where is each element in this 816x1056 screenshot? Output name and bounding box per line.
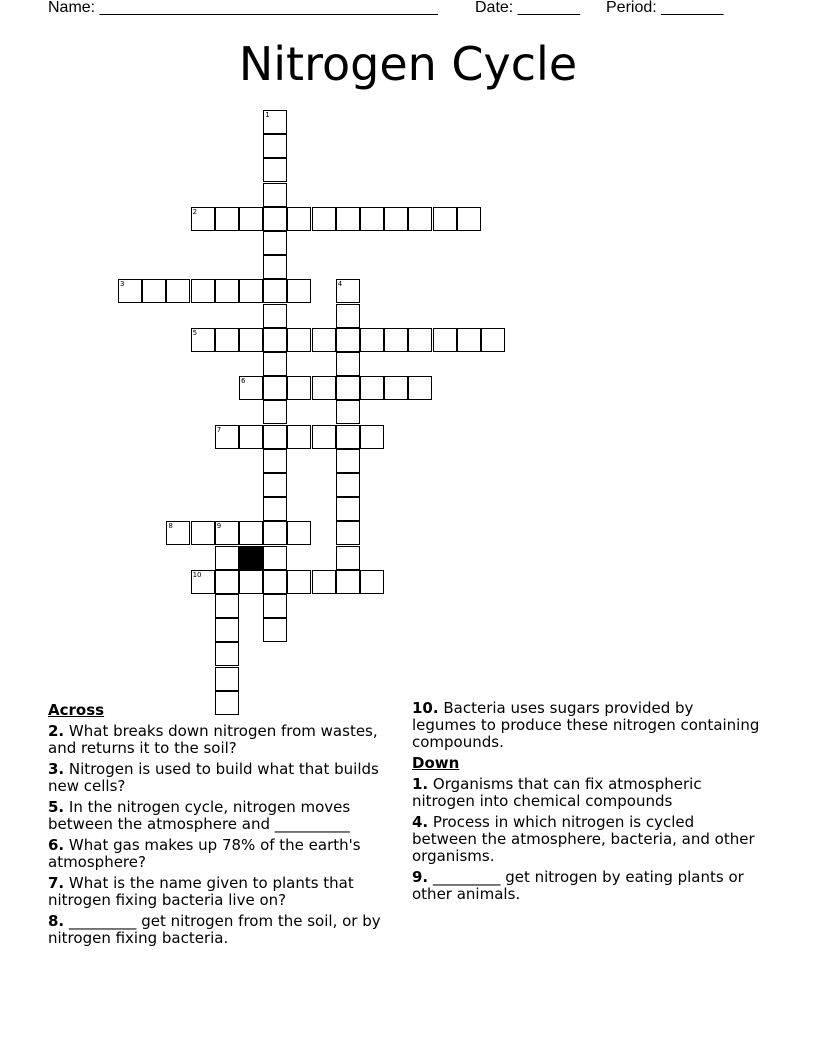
grid-cell[interactable] [360, 207, 384, 231]
clue-number: 2. [48, 722, 65, 740]
cell-number: 5 [192, 328, 198, 337]
grid-cell[interactable] [287, 376, 311, 400]
across-clue-5 [48, 799, 393, 833]
grid-cell[interactable] [336, 546, 360, 570]
across-heading: Across [48, 701, 105, 719]
name-field[interactable]: Name: ______________________________________ [48, 0, 438, 16]
grid-cell[interactable] [360, 376, 384, 400]
grid-cell[interactable] [239, 376, 263, 400]
grid-cell[interactable] [191, 570, 215, 594]
cell-number: 9 [216, 522, 222, 531]
grid-cell[interactable] [287, 207, 311, 231]
grid-cell[interactable] [263, 449, 287, 473]
grid-cell[interactable] [336, 328, 360, 352]
across-clue-7 [48, 875, 393, 909]
grid-cell[interactable] [263, 376, 287, 400]
grid-cell[interactable] [457, 328, 481, 352]
grid-cell[interactable] [166, 279, 190, 303]
clue-number: 8. [48, 912, 65, 930]
grid-cell[interactable] [166, 521, 190, 545]
down-heading: Down [412, 754, 460, 772]
grid-cell[interactable] [215, 207, 239, 231]
grid-cell[interactable] [287, 328, 311, 352]
grid-cell[interactable] [336, 279, 360, 303]
grid-cell[interactable] [336, 449, 360, 473]
cell-number: 4 [337, 280, 343, 289]
cell-number: 1 [265, 111, 270, 119]
clue-number: 6. [48, 836, 65, 854]
clue-number: 5. [48, 798, 65, 816]
grid-cell[interactable] [263, 183, 287, 207]
down-clue-9 [412, 869, 762, 903]
grid-cell[interactable] [215, 279, 239, 303]
grid-cell[interactable] [215, 642, 239, 666]
grid-cell[interactable] [433, 207, 457, 231]
grid-cell[interactable] [287, 521, 311, 545]
clue-text: What is the name given to plants that nitrogen fixing bacteria live on? [48, 874, 354, 909]
grid-cell[interactable] [336, 497, 360, 521]
grid-cell[interactable] [215, 618, 239, 642]
across-clue-6 [48, 837, 393, 871]
grid-cell[interactable] [263, 521, 287, 545]
cell-number: 8 [168, 522, 173, 531]
grid-cell[interactable] [360, 425, 384, 449]
clue-number: 10. [412, 699, 439, 717]
grid-cell[interactable] [312, 328, 336, 352]
grid-cell[interactable] [408, 376, 432, 400]
clue-number: 1. [412, 775, 429, 793]
grid-cell[interactable] [215, 570, 239, 594]
grid-cell[interactable] [191, 328, 215, 352]
clue-text: Organisms that can fix atmospheric nitrogen into chemical compounds [412, 775, 702, 810]
grid-cell[interactable] [312, 207, 336, 231]
grid-cell[interactable] [336, 425, 360, 449]
grid-cell[interactable] [263, 594, 287, 618]
grid-cell[interactable] [215, 425, 239, 449]
cell-number: 7 [216, 425, 222, 434]
grid-cell[interactable] [336, 521, 360, 545]
grid-cell[interactable] [312, 376, 336, 400]
clue-text: What breaks down nitrogen from wastes, and returns it to the soil? [48, 722, 378, 757]
grid-cell[interactable] [336, 304, 360, 328]
clue-text: _________ get nitrogen by eating plants or other animals. [412, 868, 744, 903]
across-clue-3 [48, 761, 393, 795]
across-clue-10 [412, 700, 762, 751]
grid-cell[interactable] [263, 425, 287, 449]
grid-cell[interactable] [263, 570, 287, 594]
cell-number: 6 [241, 377, 246, 386]
blocked-cell [239, 546, 263, 570]
cell-number: 2 [192, 207, 198, 216]
grid-cell[interactable] [287, 425, 311, 449]
grid-cell[interactable] [408, 207, 432, 231]
clue-text: Bacteria uses sugars provided by legumes to produce these nitrogen containing compounds. [412, 699, 760, 751]
grid-cell[interactable] [312, 570, 336, 594]
clue-number: 7. [48, 874, 65, 892]
grid-cell[interactable] [142, 279, 166, 303]
grid-cell[interactable] [336, 570, 360, 594]
cell-number: 3 [120, 280, 125, 289]
grid-cell[interactable] [215, 521, 239, 545]
grid-cell[interactable] [287, 279, 311, 303]
grid-cell[interactable] [263, 352, 287, 376]
grid-cell[interactable] [336, 473, 360, 497]
grid-cell[interactable] [239, 328, 263, 352]
grid-cell[interactable] [263, 304, 287, 328]
grid-cell[interactable] [263, 328, 287, 352]
grid-cell[interactable] [481, 328, 505, 352]
clue-number: 9. [412, 868, 429, 886]
grid-cell[interactable] [336, 376, 360, 400]
grid-cell[interactable] [263, 110, 287, 134]
grid-cell[interactable] [263, 497, 287, 521]
grid-cell[interactable] [336, 400, 360, 424]
grid-cell[interactable] [191, 207, 215, 231]
grid-cell[interactable] [384, 207, 408, 231]
grid-cell[interactable] [360, 328, 384, 352]
grid-cell[interactable] [287, 570, 311, 594]
grid-cell[interactable] [215, 546, 239, 570]
clue-text: What gas makes up 78% of the earth's atmosphere? [48, 836, 361, 871]
clue-text: In the nitrogen cycle, nitrogen moves between the atmosphere and __________ [48, 798, 351, 833]
clues-right-column [412, 700, 762, 907]
clue-number: 3. [48, 760, 65, 778]
clue-text: Process in which nitrogen is cycled between the atmosphere, bacteria, and other organisms. [412, 813, 755, 865]
grid-cell[interactable] [215, 594, 239, 618]
clue-number: 4. [412, 813, 429, 831]
grid-cell[interactable] [263, 255, 287, 279]
grid-cell[interactable] [239, 521, 263, 545]
grid-cell[interactable] [239, 207, 263, 231]
grid-cell[interactable] [263, 231, 287, 255]
grid-cell[interactable] [336, 207, 360, 231]
grid-cell[interactable] [384, 376, 408, 400]
grid-cell[interactable] [191, 279, 215, 303]
grid-cell[interactable] [384, 328, 408, 352]
clues-left-column [48, 700, 393, 951]
grid-cell[interactable] [239, 425, 263, 449]
grid-cell[interactable] [457, 207, 481, 231]
grid-cell[interactable] [263, 158, 287, 182]
grid-cell[interactable] [215, 328, 239, 352]
cell-number: 10 [192, 570, 202, 579]
period-field[interactable]: Period: _______ [606, 0, 724, 16]
crossword-grid [0, 110, 816, 695]
grid-cell[interactable] [263, 279, 287, 303]
date-field[interactable]: Date: _______ [475, 0, 580, 16]
grid-cell[interactable] [263, 618, 287, 642]
clue-text: Nitrogen is used to build what that builds new cells? [48, 760, 379, 795]
down-clue-1 [412, 776, 762, 810]
grid-cell[interactable] [336, 352, 360, 376]
grid-cell[interactable] [215, 667, 239, 691]
grid-cell[interactable] [191, 521, 215, 545]
grid-cell[interactable] [408, 328, 432, 352]
grid-cell[interactable] [433, 328, 457, 352]
grid-cell[interactable] [239, 279, 263, 303]
clue-text: _________ get nitrogen from the soil, or by nitrogen fixing bacteria. [48, 912, 381, 947]
grid-cell[interactable] [263, 473, 287, 497]
down-clue-4 [412, 814, 762, 865]
grid-cell[interactable] [239, 570, 263, 594]
grid-cell[interactable] [263, 207, 287, 231]
worksheet-header [48, 0, 768, 20]
grid-cell[interactable] [263, 134, 287, 158]
grid-cell[interactable] [360, 570, 384, 594]
grid-cell[interactable] [312, 425, 336, 449]
grid-cell[interactable] [263, 546, 287, 570]
across-clue-2 [48, 723, 393, 757]
grid-cell[interactable] [263, 400, 287, 424]
grid-cell[interactable] [118, 279, 142, 303]
across-clue-8 [48, 913, 393, 947]
page-title: Nitrogen Cycle [238, 37, 578, 91]
